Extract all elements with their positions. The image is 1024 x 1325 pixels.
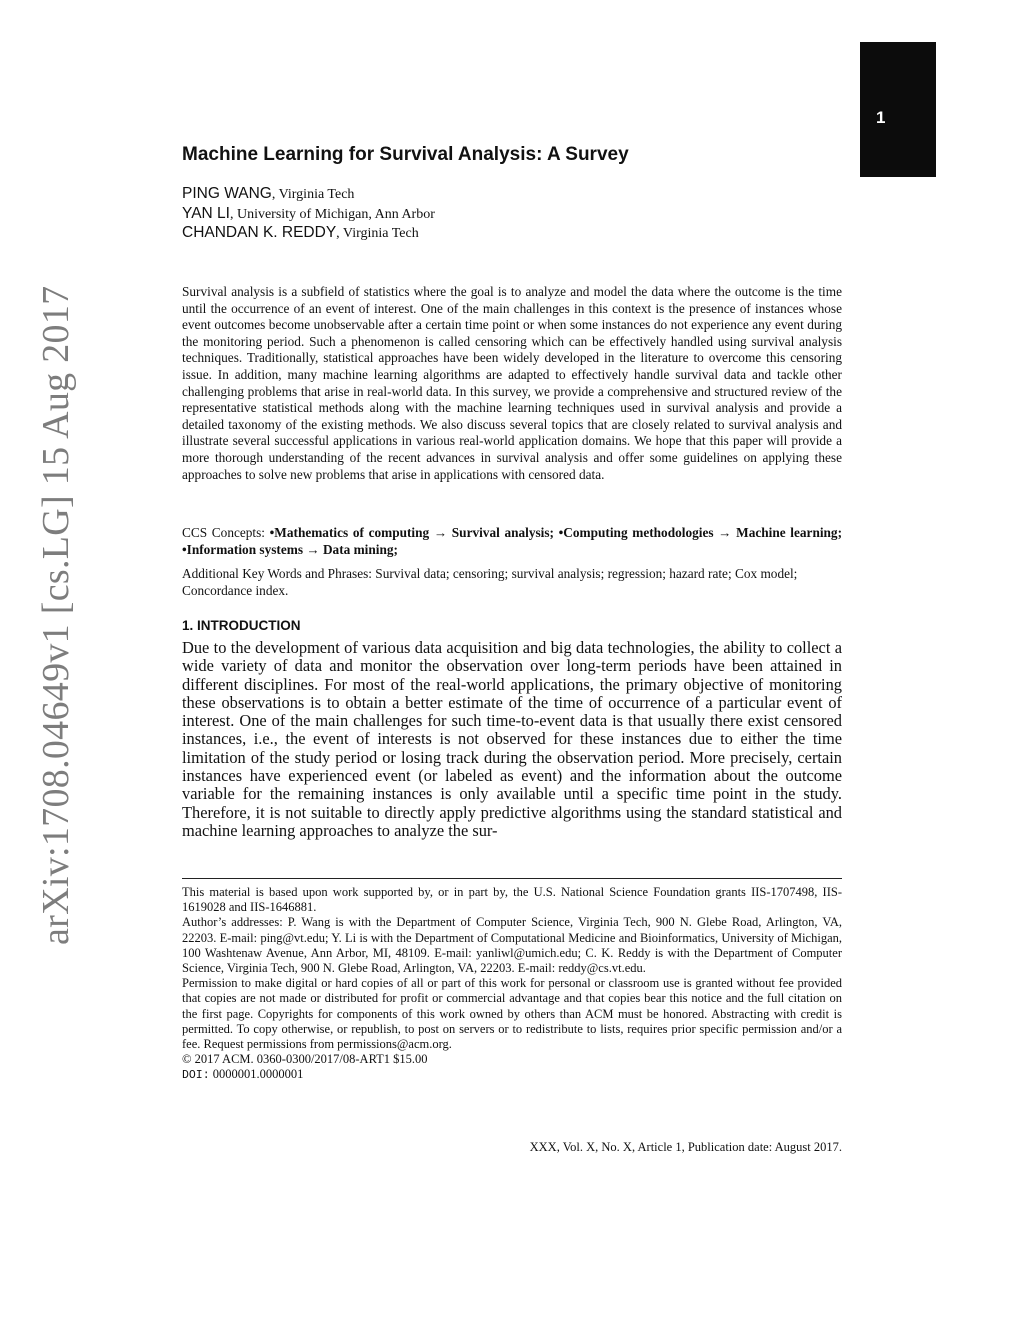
author-name: YAN LI [182, 204, 230, 222]
doi-value: 0000001.0000001 [209, 1067, 304, 1082]
ccs-label: CCS Concepts: [182, 525, 270, 540]
abstract: Survival analysis is a subfield of statistics where the goal is to analyze and model the data where the outcome is the time until the occurrence of an event of interest. One of the main challenges in this context is the presence of instances whose event outcomes become unobservable after a certain time point or when some instances do not experience any event during the monitoring period. Such a phenomenon is called censoring which can be effectively handled using survival analysis techniques. Traditionally, statistical approaches have been widely developed in the literature to overcome this censoring issue. In addition, many machine learning algorithms are adapted to effectively handle survival data and tackle other challenging problems that arise in real-world data. In this survey, we provide a comprehensive and structured review of the representative statistical methods along with the machine learning techniques used in survival analysis and provide a detailed taxonomy of the existing methods. We also discuss several topics that are closely related to survival analysis and illustrate several successful applications in various real-world application domains. We hope that this paper will provide a more thorough understanding of the recent advances in survival analysis and offer some guidelines on applying these approaches to solve new problems that arise in applications with censored data. [182, 284, 842, 482]
publication-info: XXX, Vol. X, No. X, Article 1, Publication date: August 2017. [529, 1140, 842, 1154]
author-list [182, 185, 435, 244]
author-name: PING WANG [182, 185, 272, 202]
author-affiliation: , University of Michigan, Ann Arbor [229, 206, 435, 222]
arxiv-stamp: arXiv:1708.04649v1 [cs.LG] 15 Aug 2017 [35, 285, 77, 945]
author-entry [182, 205, 435, 225]
page-number: 1 [876, 108, 886, 127]
keywords: Additional Key Words and Phrases: Survival data; censoring; survival analysis; regression; hazard rate; Cox model; Concordance index. [182, 566, 798, 598]
section-heading: 1. INTRODUCTION [182, 618, 301, 633]
author-entry [182, 224, 435, 244]
footnote-rule [182, 878, 842, 879]
author-entry [182, 185, 435, 205]
permission-note: Permission to make digital or hard copies of all or part of this work for personal or classroom use is granted without fee provided that copies are not made or distributed for profit or commercial advantage and that copies bear this notice and the full citation on the first page. Copyrights for components of this work owned by others than ACM must be honored. Abstracting with credit is permitted. To copy otherwise, or republish, to post on servers or to redistribute to lists, requires prior specific permission and/or a fee. Request permissions from permissions@acm.org. [182, 976, 842, 1052]
author-name: CHANDAN K. REDDY [182, 224, 337, 241]
author-addresses: Author’s addresses: P. Wang is with the Department of Computer Science, Virginia Tech, 900 N. Glebe Road, Arlington, VA, 22203. E-mail: ping@vt.edu; Y. Li is with the Department of Computational Medicine and Bioinformatics, University of Michigan, 100 Washtenaw Avenue, Ann Arbor, MI, 48109. E-mail: yanliwl@umich.edu; C. K. Reddy is with the Department of Computer Science, Virginia Tech, 900 N. Glebe Road, Arlington, VA, 22203. E-mail: reddy@cs.vt.edu. [182, 915, 842, 976]
introduction-text: Due to the development of various data acquisition and big data technologies, the ability to collect a wide variety of data and monitor the observation over long-term periods have been attained in different disciplines. For most of the real-world applications, the primary objective of monitoring these observations is to obtain a better estimate of the time of occurrence of a particular event of interest. One of the main challenges for such time-to-event data is that usually there exist censored instances, i.e., the event of interests is not observed for these instances due to either the time limitation of the study period or losing track during the observation period. More precisely, certain instances have experienced event (or labeled as event) and the information about the outcome variable for the remaining instances is only available until a specific time point in the study. Therefore, it is not suitable to directly apply predictive algorithms using the standard statistical and machine learning approaches to analyze the sur- [182, 638, 842, 840]
ccs-item: •Information systems → Data mining; [182, 542, 398, 557]
doi-line [182, 1067, 842, 1083]
ccs-concepts [182, 524, 842, 558]
author-affiliation: , Virginia Tech [336, 226, 419, 241]
author-affiliation: , Virginia Tech [271, 187, 355, 202]
paper-title: Machine Learning for Survival Analysis: A Survey [182, 144, 629, 165]
doi-label: DOI: [182, 1069, 210, 1083]
page-number-tab [860, 42, 936, 177]
funding-note: This material is based upon work supported by, or in part by, the U.S. National Science Foundation grants IIS-1707498, IIS-1619028 and IIS-1646881. [182, 885, 842, 915]
footnotes [182, 885, 842, 1084]
copyright-line: © 2017 ACM. 0360-0300/2017/08-ART1 $15.00 [182, 1052, 428, 1067]
ccs-item: •Mathematics of computing → Survival analysis; [269, 525, 554, 540]
ccs-item: •Computing methodologies → Machine learning; [558, 525, 843, 540]
